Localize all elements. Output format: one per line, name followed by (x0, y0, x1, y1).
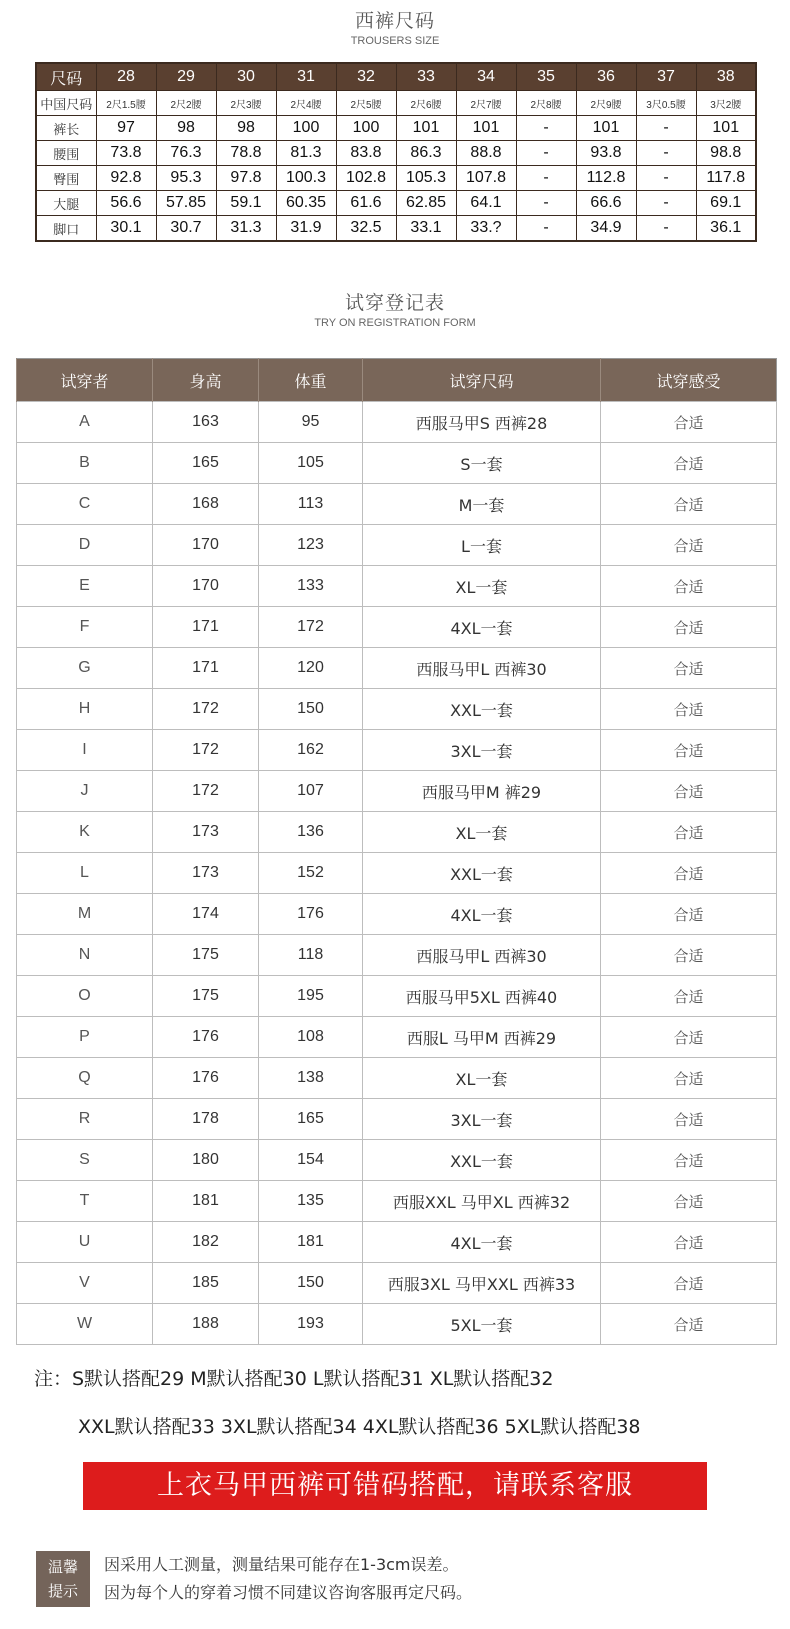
size-row (36, 141, 756, 166)
tryon-cell-tester: R (17, 1099, 153, 1140)
trousers-size-table (35, 62, 757, 242)
tryon-cell-weight: 152 (259, 853, 363, 894)
tryon-cell-height: 172 (153, 689, 259, 730)
tryon-cell-tester: A (17, 402, 153, 443)
tryon-cell-weight: 150 (259, 1263, 363, 1304)
size-header-cell: 33 (396, 63, 456, 91)
tryon-cell-size: 西服马甲L 西裤30 (363, 648, 601, 689)
tryon-title-en: TRY ON REGISTRATION FORM (314, 317, 476, 329)
size-cell: 73.8 (96, 141, 156, 166)
tryon-cell-size: XL一套 (363, 1058, 601, 1099)
tryon-cell-size: 西服马甲M 裤29 (363, 771, 601, 812)
tryon-row (17, 525, 777, 566)
tryon-row (17, 771, 777, 812)
tryon-cell-height: 172 (153, 771, 259, 812)
tryon-cell-size: 西服马甲5XL 西裤40 (363, 976, 601, 1017)
tryon-cell-weight: 138 (259, 1058, 363, 1099)
tryon-registration-table (16, 358, 777, 1345)
size-cell: 112.8 (576, 166, 636, 191)
tryon-cell-weight: 108 (259, 1017, 363, 1058)
tryon-row (17, 1017, 777, 1058)
tryon-cell-tester: U (17, 1222, 153, 1263)
tryon-cell-tester: M (17, 894, 153, 935)
tryon-row (17, 1304, 777, 1345)
tryon-cell-tester: S (17, 1140, 153, 1181)
tryon-cell-size: 西服马甲S 西裤28 (363, 402, 601, 443)
size-cell: 66.6 (576, 191, 636, 216)
size-cell: 98.8 (696, 141, 756, 166)
size-header-label: 尺码 (36, 63, 96, 91)
tryon-cell-tester: I (17, 730, 153, 771)
size-cell: 60.35 (276, 191, 336, 216)
size-row (36, 166, 756, 191)
tryon-row (17, 566, 777, 607)
tryon-cell-feel: 合适 (601, 607, 777, 648)
tryon-cell-size: 西服L 马甲M 西裤29 (363, 1017, 601, 1058)
tryon-cell-weight: 95 (259, 402, 363, 443)
tryon-cell-tester: F (17, 607, 153, 648)
size-cell: 98 (156, 116, 216, 141)
size-cell: 56.6 (96, 191, 156, 216)
tryon-cell-feel: 合适 (601, 812, 777, 853)
size-header-cell: 29 (156, 63, 216, 91)
tryon-cell-tester: C (17, 484, 153, 525)
tryon-cell-weight: 133 (259, 566, 363, 607)
size-cell: 76.3 (156, 141, 216, 166)
size-cell: 33.1 (396, 216, 456, 242)
tryon-row (17, 689, 777, 730)
tryon-cell-feel: 合适 (601, 1304, 777, 1345)
size-header-cell: 37 (636, 63, 696, 91)
size-cell: 88.8 (456, 141, 516, 166)
tryon-cell-height: 173 (153, 812, 259, 853)
size-cell: 81.3 (276, 141, 336, 166)
tryon-row (17, 812, 777, 853)
size-header-cell: 28 (96, 63, 156, 91)
tryon-cell-size: XXL一套 (363, 1140, 601, 1181)
tryon-cell-height: 168 (153, 484, 259, 525)
tryon-cell-tester: K (17, 812, 153, 853)
tryon-cell-height: 175 (153, 935, 259, 976)
size-row (36, 91, 756, 116)
size-row-label: 裤长 (36, 116, 96, 141)
tryon-cell-size: 4XL一套 (363, 894, 601, 935)
tryon-cell-tester: N (17, 935, 153, 976)
tryon-cell-feel: 合适 (601, 853, 777, 894)
size-cell: - (516, 116, 576, 141)
size-row-label: 腰围 (36, 141, 96, 166)
tryon-row (17, 935, 777, 976)
tryon-cell-weight: 136 (259, 812, 363, 853)
size-cell: 2尺3腰 (216, 91, 276, 116)
tryon-cell-height: 178 (153, 1099, 259, 1140)
size-cell: - (636, 216, 696, 242)
tryon-cell-feel: 合适 (601, 648, 777, 689)
size-cell: - (516, 141, 576, 166)
tryon-row (17, 607, 777, 648)
tryon-cell-height: 171 (153, 607, 259, 648)
size-cell: 101 (456, 116, 516, 141)
tryon-cell-height: 171 (153, 648, 259, 689)
tryon-cell-feel: 合适 (601, 730, 777, 771)
tryon-cell-tester: G (17, 648, 153, 689)
tryon-cell-size: XL一套 (363, 566, 601, 607)
size-cell: 83.8 (336, 141, 396, 166)
tryon-cell-weight: 154 (259, 1140, 363, 1181)
tryon-cell-height: 174 (153, 894, 259, 935)
size-cell: 102.8 (336, 166, 396, 191)
tryon-cell-weight: 123 (259, 525, 363, 566)
tryon-cell-tester: P (17, 1017, 153, 1058)
tryon-row (17, 1181, 777, 1222)
header-weight: 体重 (259, 359, 363, 402)
tryon-cell-height: 185 (153, 1263, 259, 1304)
tryon-cell-weight: 135 (259, 1181, 363, 1222)
tryon-cell-tester: W (17, 1304, 153, 1345)
size-cell: 69.1 (696, 191, 756, 216)
tryon-row (17, 1263, 777, 1304)
tryon-cell-weight: 172 (259, 607, 363, 648)
tryon-cell-tester: E (17, 566, 153, 607)
tryon-cell-tester: J (17, 771, 153, 812)
size-header-cell: 35 (516, 63, 576, 91)
size-header-row (36, 63, 756, 91)
tryon-title-zh: 试穿登记表 (344, 292, 445, 314)
tryon-cell-size: 西服XXL 马甲XL 西裤32 (363, 1181, 601, 1222)
tryon-cell-height: 175 (153, 976, 259, 1017)
size-cell: 2尺8腰 (516, 91, 576, 116)
tryon-row (17, 730, 777, 771)
size-cell: 3尺0.5腰 (636, 91, 696, 116)
size-cell: 64.1 (456, 191, 516, 216)
size-row-label: 脚口 (36, 216, 96, 242)
tryon-cell-feel: 合适 (601, 1263, 777, 1304)
tryon-cell-size: 西服马甲L 西裤30 (363, 935, 601, 976)
size-cell: 30.1 (96, 216, 156, 242)
size-cell: 2尺4腰 (276, 91, 336, 116)
size-cell: 62.85 (396, 191, 456, 216)
size-cell: 57.85 (156, 191, 216, 216)
size-cell: 97.8 (216, 166, 276, 191)
tryon-cell-size: S一套 (363, 443, 601, 484)
size-cell: 33.? (456, 216, 516, 242)
size-row (36, 116, 756, 141)
size-cell: 2尺9腰 (576, 91, 636, 116)
size-cell: 95.3 (156, 166, 216, 191)
tryon-cell-size: 3XL一套 (363, 1099, 601, 1140)
size-cell: 100 (276, 116, 336, 141)
tryon-cell-feel: 合适 (601, 894, 777, 935)
tryon-cell-height: 172 (153, 730, 259, 771)
size-cell: 100.3 (276, 166, 336, 191)
tryon-row (17, 853, 777, 894)
tryon-cell-size: XL一套 (363, 812, 601, 853)
tryon-cell-feel: 合适 (601, 771, 777, 812)
tryon-cell-feel: 合适 (601, 976, 777, 1017)
size-cell: 2尺7腰 (456, 91, 516, 116)
header-tester: 试穿者 (17, 359, 153, 402)
size-cell: 2尺5腰 (336, 91, 396, 116)
size-cell: 31.3 (216, 216, 276, 242)
size-title-zh: 西裤尺码 (354, 10, 435, 32)
tip-badge-line-1: 温馨 (47, 1558, 78, 1576)
size-cell: 2尺1.5腰 (96, 91, 156, 116)
tip-badge-line-2: 提示 (47, 1582, 78, 1600)
header-height: 身高 (153, 359, 259, 402)
tryon-cell-weight: 120 (259, 648, 363, 689)
tryon-cell-feel: 合适 (601, 1181, 777, 1222)
size-cell: 100 (336, 116, 396, 141)
size-header-cell: 30 (216, 63, 276, 91)
tryon-cell-size: 3XL一套 (363, 730, 601, 771)
tryon-cell-feel: 合适 (601, 443, 777, 484)
tryon-cell-weight: 162 (259, 730, 363, 771)
size-cell: 86.3 (396, 141, 456, 166)
size-cell: 97 (96, 116, 156, 141)
tryon-cell-size: 西服3XL 马甲XXL 西裤33 (363, 1263, 601, 1304)
tryon-cell-feel: 合适 (601, 525, 777, 566)
tryon-cell-weight: 176 (259, 894, 363, 935)
tryon-cell-size: XXL一套 (363, 689, 601, 730)
tryon-cell-height: 165 (153, 443, 259, 484)
mix-size-banner: 上衣马甲西裤可错码搭配，请联系客服 (83, 1462, 707, 1510)
tryon-cell-weight: 181 (259, 1222, 363, 1263)
tryon-cell-weight: 165 (259, 1099, 363, 1140)
matching-notes (34, 1355, 774, 1451)
size-row (36, 216, 756, 242)
size-cell: 36.1 (696, 216, 756, 242)
size-row (36, 191, 756, 216)
tryon-row (17, 1222, 777, 1263)
size-cell: - (516, 216, 576, 242)
size-cell: 93.8 (576, 141, 636, 166)
tryon-section-title (0, 288, 790, 329)
tryon-cell-feel: 合适 (601, 1222, 777, 1263)
tryon-row (17, 648, 777, 689)
size-row-label: 中国尺码 (36, 91, 96, 116)
tryon-cell-feel: 合适 (601, 1140, 777, 1181)
tryon-row (17, 484, 777, 525)
tryon-cell-weight: 107 (259, 771, 363, 812)
tryon-cell-feel: 合适 (601, 1058, 777, 1099)
size-cell: 117.8 (696, 166, 756, 191)
size-cell: 34.9 (576, 216, 636, 242)
size-cell: - (516, 191, 576, 216)
tip-text (104, 1551, 472, 1607)
size-cell: 2尺2腰 (156, 91, 216, 116)
size-cell: 105.3 (396, 166, 456, 191)
tryon-cell-size: 5XL一套 (363, 1304, 601, 1345)
tryon-cell-height: 173 (153, 853, 259, 894)
tryon-cell-weight: 118 (259, 935, 363, 976)
size-cell: 32.5 (336, 216, 396, 242)
size-title-en: TROUSERS SIZE (350, 35, 440, 47)
tryon-cell-feel: 合适 (601, 566, 777, 607)
tryon-cell-tester: V (17, 1263, 153, 1304)
tryon-cell-height: 180 (153, 1140, 259, 1181)
size-header-cell: 32 (336, 63, 396, 91)
tryon-cell-feel: 合适 (601, 402, 777, 443)
tip-badge (36, 1551, 90, 1607)
header-feel: 试穿感受 (601, 359, 777, 402)
size-header-cell: 34 (456, 63, 516, 91)
tryon-cell-size: XXL一套 (363, 853, 601, 894)
size-header-cell: 31 (276, 63, 336, 91)
size-cell: 61.6 (336, 191, 396, 216)
size-cell: - (516, 166, 576, 191)
size-cell: 59.1 (216, 191, 276, 216)
size-cell: - (636, 166, 696, 191)
tryon-row (17, 443, 777, 484)
size-header-cell: 38 (696, 63, 756, 91)
size-cell: 107.8 (456, 166, 516, 191)
tryon-cell-height: 163 (153, 402, 259, 443)
size-cell: 98 (216, 116, 276, 141)
tryon-cell-feel: 合适 (601, 689, 777, 730)
size-row-label: 臀围 (36, 166, 96, 191)
tryon-row (17, 1058, 777, 1099)
size-cell: - (636, 141, 696, 166)
tryon-cell-height: 176 (153, 1058, 259, 1099)
tryon-cell-size: L一套 (363, 525, 601, 566)
size-cell: 3尺2腰 (696, 91, 756, 116)
tryon-cell-tester: T (17, 1181, 153, 1222)
tryon-cell-tester: Q (17, 1058, 153, 1099)
size-cell: 92.8 (96, 166, 156, 191)
tryon-cell-tester: L (17, 853, 153, 894)
tryon-cell-feel: 合适 (601, 484, 777, 525)
tryon-cell-weight: 105 (259, 443, 363, 484)
tryon-cell-tester: B (17, 443, 153, 484)
tryon-cell-weight: 193 (259, 1304, 363, 1345)
tryon-row (17, 894, 777, 935)
size-row-label: 大腿 (36, 191, 96, 216)
size-cell: 31.9 (276, 216, 336, 242)
size-cell: - (636, 191, 696, 216)
tryon-cell-weight: 113 (259, 484, 363, 525)
size-cell: 78.8 (216, 141, 276, 166)
header-size: 试穿尺码 (363, 359, 601, 402)
tryon-header-row (17, 359, 777, 402)
tryon-cell-feel: 合适 (601, 1017, 777, 1058)
tryon-cell-feel: 合适 (601, 1099, 777, 1140)
size-cell: 2尺6腰 (396, 91, 456, 116)
tryon-cell-size: 4XL一套 (363, 1222, 601, 1263)
tryon-cell-height: 181 (153, 1181, 259, 1222)
tryon-cell-size: M一套 (363, 484, 601, 525)
size-cell: 101 (696, 116, 756, 141)
tryon-row (17, 1099, 777, 1140)
size-section-title (0, 6, 790, 47)
tryon-cell-size: 4XL一套 (363, 607, 601, 648)
tryon-cell-height: 188 (153, 1304, 259, 1345)
tryon-cell-weight: 195 (259, 976, 363, 1017)
size-cell: 101 (396, 116, 456, 141)
tryon-row (17, 976, 777, 1017)
tryon-row (17, 1140, 777, 1181)
tryon-cell-height: 170 (153, 566, 259, 607)
tryon-cell-height: 182 (153, 1222, 259, 1263)
size-cell: 30.7 (156, 216, 216, 242)
size-header-cell: 36 (576, 63, 636, 91)
size-cell: 101 (576, 116, 636, 141)
tryon-cell-tester: H (17, 689, 153, 730)
tryon-cell-tester: O (17, 976, 153, 1017)
size-cell: - (636, 116, 696, 141)
tip-line-1: 因采用人工测量，测量结果可能存在1-3cm误差。 (104, 1555, 459, 1574)
notes-line-1: 注：S默认搭配29 M默认搭配30 L默认搭配31 XL默认搭配32 (34, 1368, 554, 1390)
tryon-cell-tester: D (17, 525, 153, 566)
tryon-row (17, 402, 777, 443)
tip-line-2: 因为每个人的穿着习惯不同建议咨询客服再定尺码。 (104, 1583, 473, 1602)
tryon-cell-weight: 150 (259, 689, 363, 730)
tryon-cell-height: 176 (153, 1017, 259, 1058)
notes-line-2: XXL默认搭配33 3XL默认搭配34 4XL默认搭配36 5XL默认搭配38 (78, 1416, 641, 1438)
tryon-cell-feel: 合适 (601, 935, 777, 976)
tryon-cell-height: 170 (153, 525, 259, 566)
